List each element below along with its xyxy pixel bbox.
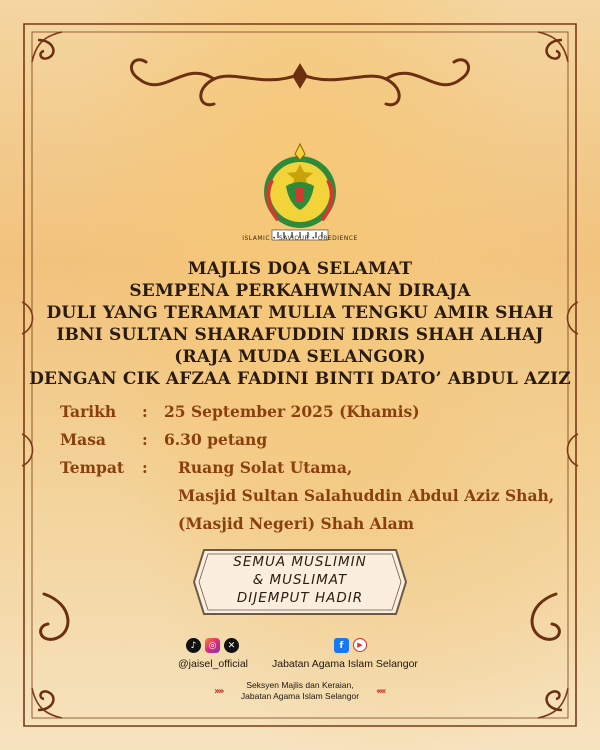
- footer-line-2: Jabatan Agama Islam Selangor: [240, 691, 360, 701]
- organization-name[interactable]: Jabatan Agama Islam Selangor: [272, 658, 418, 670]
- footer-text: [200, 680, 400, 702]
- invitation-text: [200, 553, 400, 607]
- event-details: [60, 402, 560, 542]
- instagram-icon[interactable]: ◎: [205, 638, 220, 653]
- tiktok-icon[interactable]: ♪: [186, 638, 201, 653]
- invitation-line-1: SEMUA MUSLIMIN: [233, 554, 367, 570]
- title-line-4: IBNI SULTAN SHARAFUDDIN IDRIS SHAH ALHAJ: [56, 325, 544, 345]
- left-arrows-decoration: ››››: [214, 686, 223, 697]
- title-line-3: DULI YANG TERAMAT MULIA TENGKU AMIR SHAH: [46, 303, 554, 323]
- title-line-5: (RAJA MUDA SELANGOR): [174, 347, 426, 367]
- social-handle[interactable]: @jaisel_official: [178, 658, 248, 670]
- title-line-6: DENGAN CIK AFZAA FADINI BINTI DATO’ ABDUL AZIZ: [29, 369, 571, 389]
- date-label: Tarikh: [60, 402, 117, 421]
- top-ornament: [131, 60, 468, 105]
- time-colon: :: [142, 430, 148, 449]
- invitation-line-3: DIJEMPUT HADIR: [236, 590, 364, 606]
- right-arrows-decoration: ‹‹‹‹: [376, 686, 385, 697]
- title-line-2: SEMPENA PERKAHWINAN DIRAJA: [129, 281, 471, 301]
- crest-motto: ISLAMIC • SAVIOUR • OBEDIENCE: [242, 235, 358, 242]
- place-line-3: (Masjid Negeri) Shah Alam: [178, 514, 415, 533]
- social-icons-right: [334, 638, 367, 654]
- time-row: [60, 430, 560, 458]
- social-icons-left: [186, 638, 239, 654]
- youtube-icon[interactable]: ▶: [353, 638, 367, 652]
- x-icon[interactable]: ✕: [224, 638, 239, 653]
- place-line-1: Ruang Solat Utama,: [178, 458, 353, 477]
- time-value: 6.30 petang: [164, 430, 268, 449]
- place-line-2: Masjid Sultan Salahuddin Abdul Aziz Shah,: [178, 486, 555, 505]
- facebook-icon[interactable]: f: [334, 638, 349, 653]
- date-value: 25 September 2025 (Khamis): [164, 402, 420, 421]
- place-row-2: [60, 486, 560, 514]
- invitation-line-2: & MUSLIMAT: [252, 572, 348, 588]
- title-line-1: MAJLIS DOA SELAMAT: [187, 259, 413, 279]
- place-label: Tempat: [60, 458, 125, 477]
- date-row: [60, 402, 560, 430]
- date-colon: :: [142, 402, 148, 421]
- place-colon: :: [142, 458, 148, 477]
- footer-line-1: Seksyen Majlis dan Keraian,: [246, 680, 354, 690]
- time-label: Masa: [60, 430, 106, 449]
- place-row-3: [60, 514, 560, 542]
- place-row: [60, 458, 560, 486]
- state-crest-emblem: [252, 140, 348, 245]
